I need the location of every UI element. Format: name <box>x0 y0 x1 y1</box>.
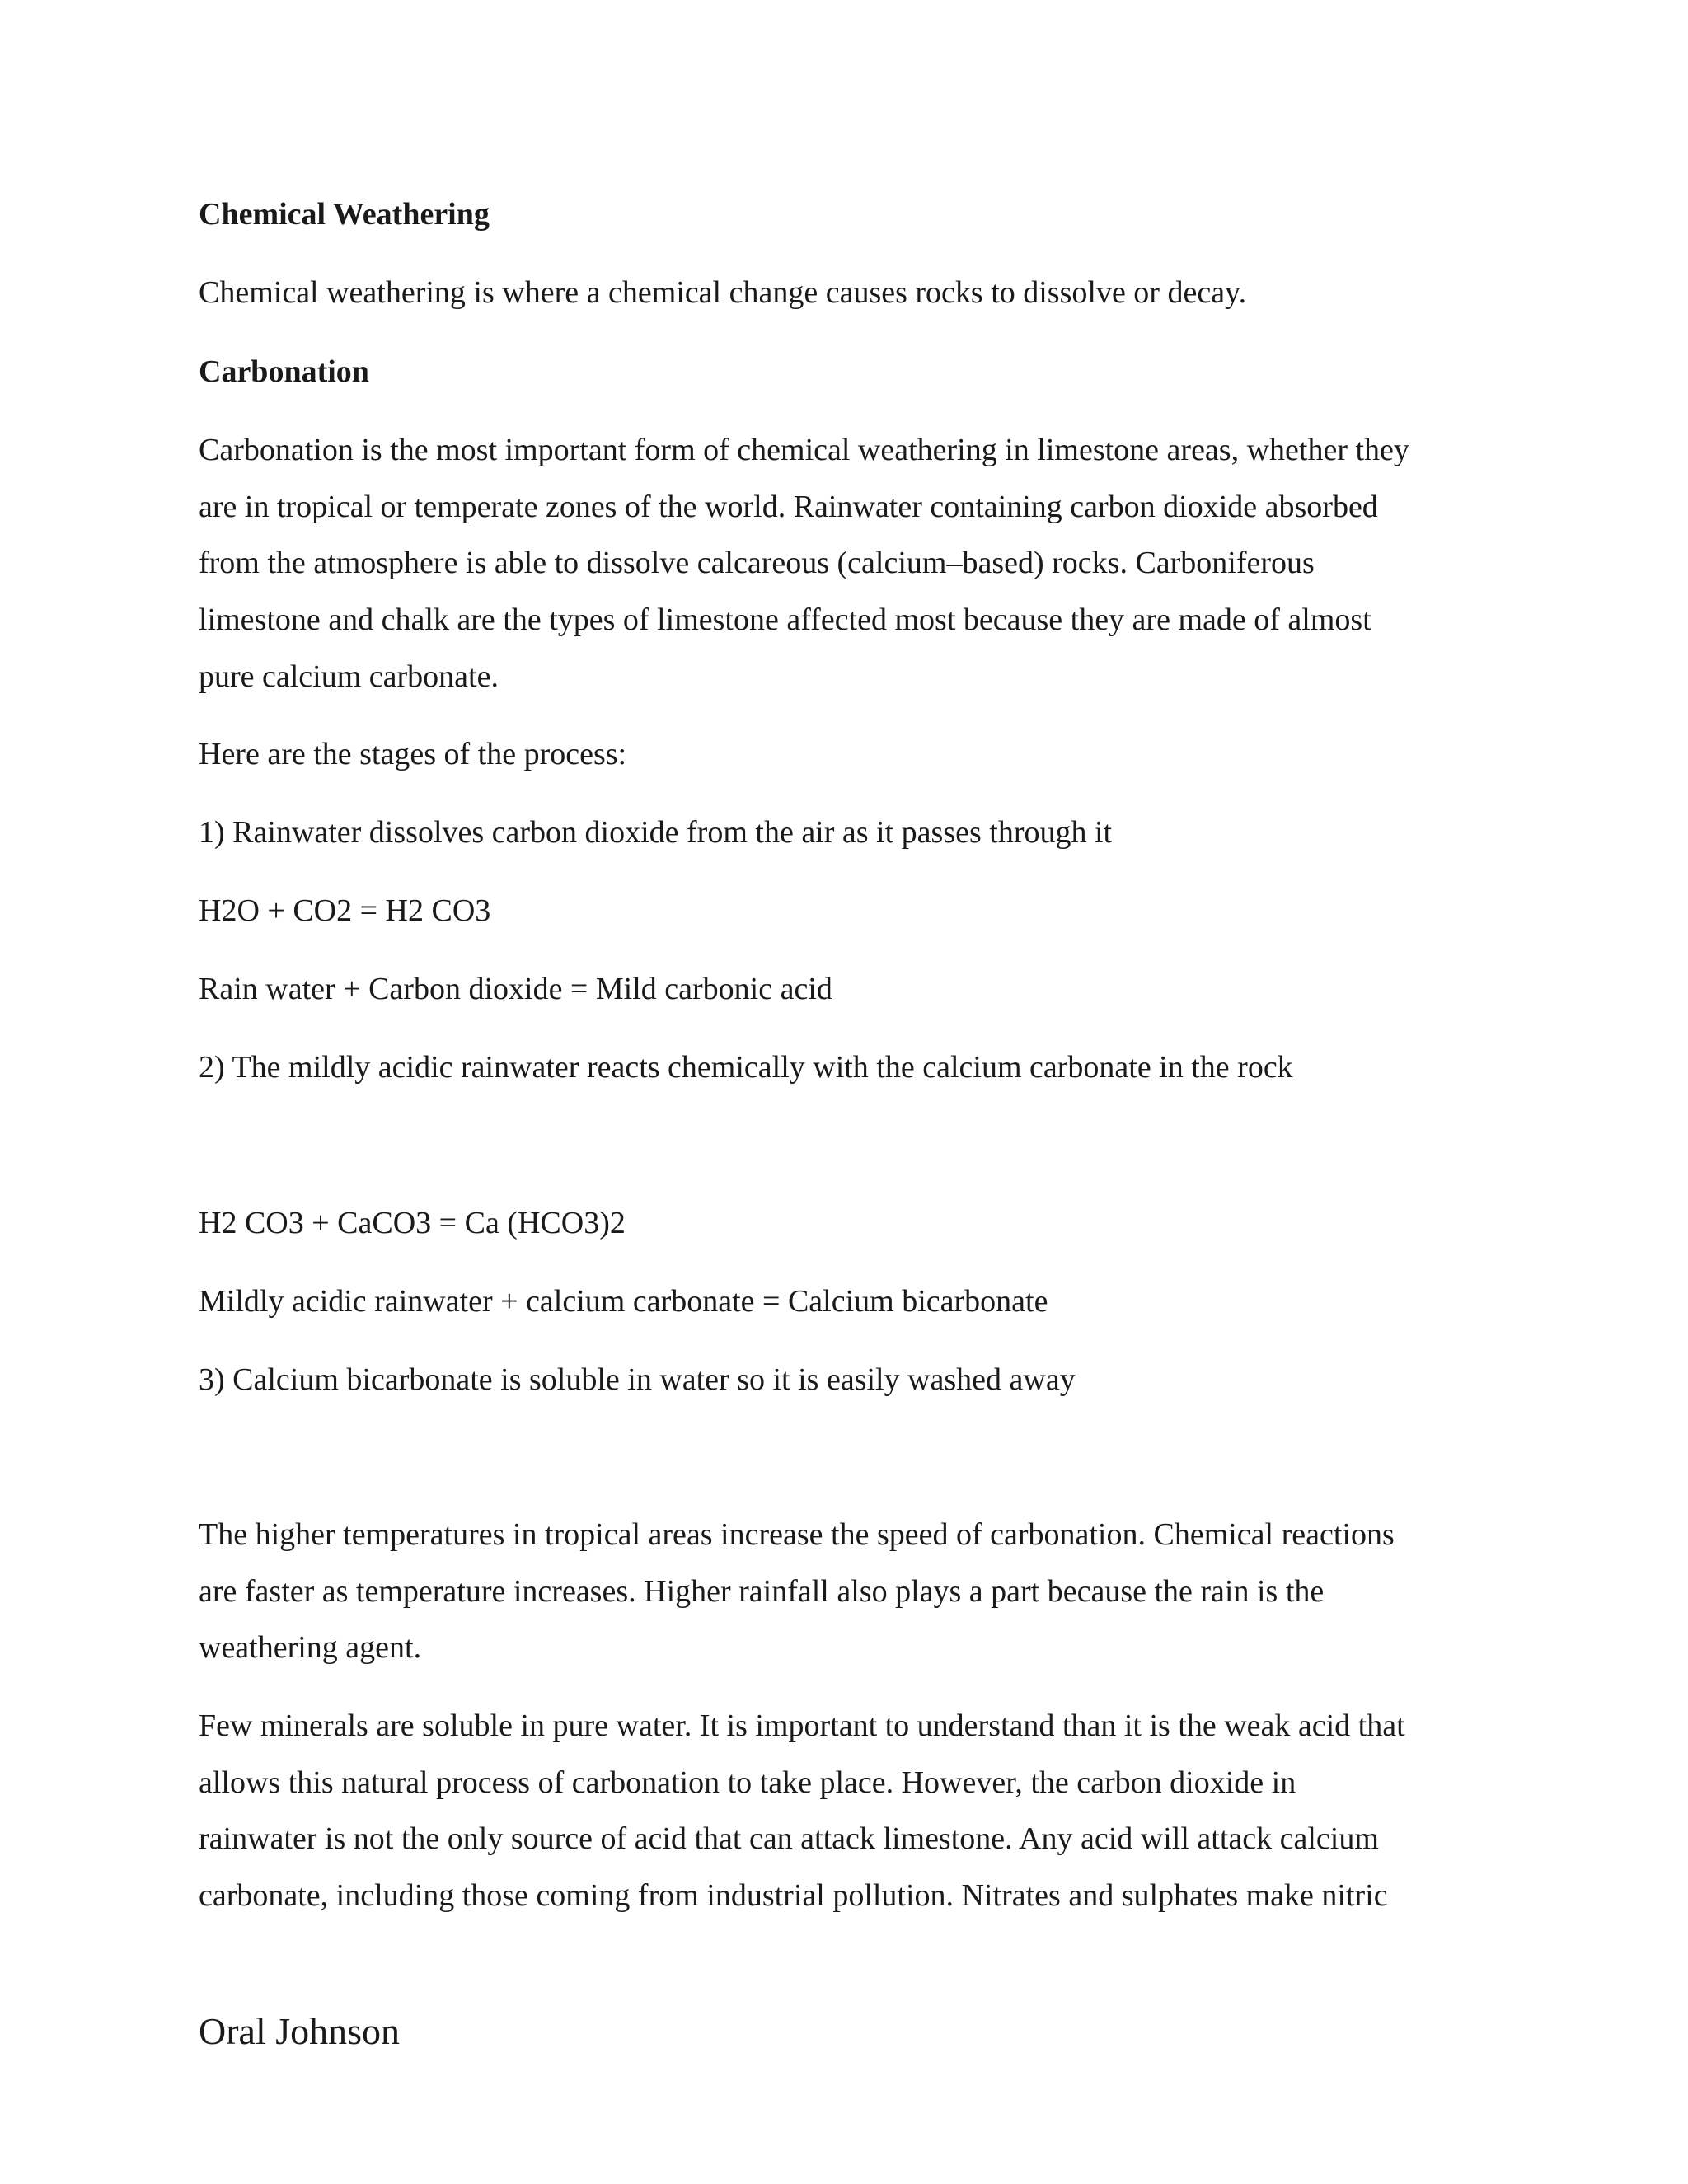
step-3: 3) Calcium bicarbonate is soluble in water so it is easily washed away <box>199 1362 1076 1397</box>
stages-intro: Here are the stages of the process: <box>199 737 627 771</box>
page-title: Chemical Weathering <box>199 197 490 232</box>
equation-1-words: Rain water + Carbon dioxide = Mild carbonic acid <box>199 972 832 1006</box>
step-1: 1) Rainwater dissolves carbon dioxide from the air as it passes through it <box>199 815 1113 850</box>
paragraph-1-line-3: from the atmosphere is able to dissolve calcareous (calcium–based) rocks. Carboniferous <box>199 546 1315 580</box>
section-heading-carbonation: Carbonation <box>199 354 369 389</box>
paragraph-3-line-1: Few minerals are soluble in pure water. It is important to understand than it is the weak acid that <box>199 1708 1405 1743</box>
paragraph-2-line-2: are faster as temperature increases. Higher rainfall also plays a part because the rain is the <box>199 1574 1325 1609</box>
equation-2-words: Mildly acidic rainwater + calcium carbonate = Calcium bicarbonate <box>199 1284 1048 1319</box>
footer-author: Oral Johnson <box>199 2010 401 2052</box>
paragraph-1-line-4: limestone and chalk are the types of limestone affected most because they are made of almost <box>199 602 1372 637</box>
equation-2-formula: H2 CO3 + CaCO3 = Ca (HCO3)2 <box>199 1206 626 1240</box>
paragraph-1-line-1: Carbonation is the most important form of chemical weathering in limestone areas, whether they <box>199 433 1409 467</box>
paragraph-3-line-2: allows this natural process of carbonation to take place. However, the carbon dioxide in <box>199 1765 1296 1800</box>
paragraph-3-line-3: rainwater is not the only source of acid that can attack limestone. Any acid will attack calcium <box>199 1821 1379 1856</box>
paragraph-3-line-4: carbonate, including those coming from industrial pollution. Nitrates and sulphates make nitric <box>199 1878 1388 1913</box>
step-2: 2) The mildly acidic rainwater reacts chemically with the calcium carbonate in the rock <box>199 1050 1293 1085</box>
paragraph-2-line-3: weathering agent. <box>199 1630 422 1665</box>
equation-1-formula: H2O + CO2 = H2 CO3 <box>199 893 491 928</box>
paragraph-1-line-2: are in tropical or temperate zones of the world. Rainwater containing carbon dioxide absorbed <box>199 490 1378 524</box>
intro-paragraph: Chemical weathering is where a chemical change causes rocks to dissolve or decay. <box>199 275 1247 310</box>
paragraph-2-line-1: The higher temperatures in tropical areas increase the speed of carbonation. Chemical reactions <box>199 1517 1395 1552</box>
paragraph-1-line-5: pure calcium carbonate. <box>199 659 499 694</box>
